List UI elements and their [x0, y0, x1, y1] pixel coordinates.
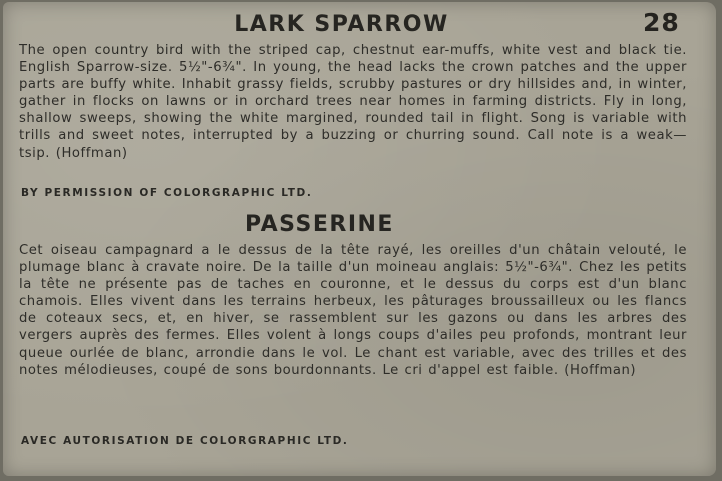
english-title: LARK SPARROW	[234, 12, 449, 37]
english-description: The open country bird with the striped cap, chestnut ear-muffs, white vest and black tie. English Sparrow-size. 5½"-6¾". In young, the head lacks the crown patches and the upper parts are buffy white. Inhabit grassy fields, scrubby pastures or dry hillsides and, in winter, gather in flocks on lawns or in orchard trees near homes in farming districts. Fly in long, shallow sweeps, showing the white margined, rounded tail in flight. Song is variable with trills and sweet notes, interrupted by a buzzing or churring sound. Call note is a weak—tsip. (Hoffman)	[19, 43, 687, 161]
card-number: 28	[643, 8, 680, 37]
french-credit: AVEC AUTORISATION DE COLORGRAPHIC LTD.	[21, 435, 349, 447]
english-credit: BY PERMISSION OF COLORGRAPHIC LTD.	[21, 187, 313, 199]
french-description: Cet oiseau campagnard a le dessus de la tête rayé, les oreilles d'un châtain velouté, le plumage blanc à cravate noire. De la taille d'un moineau anglais: 5½"-6¾". Chez les petits la tête ne présente pas de taches en couronne, et le dessus du corps est d'un blanc chamois. Elles vivent dans les terrains herbeux, les pâturages broussailleux ou les flancs de coteaux secs, et, en hiver, se rassemblent sur les gazons ou dans les arbres des vergers auprès des fermes. Elles volent à longs coups d'ailes peu profonds, montrant leur queue ourlée de blanc, arrondie dans le vol. Le chant est variable, avec des trilles et des notes mélodieuses, coupé de sons bourdonnants. Le cri d'appel est faible. (Hoffman)	[19, 243, 687, 378]
card-back	[3, 2, 716, 476]
french-title: PASSERINE	[245, 212, 394, 237]
